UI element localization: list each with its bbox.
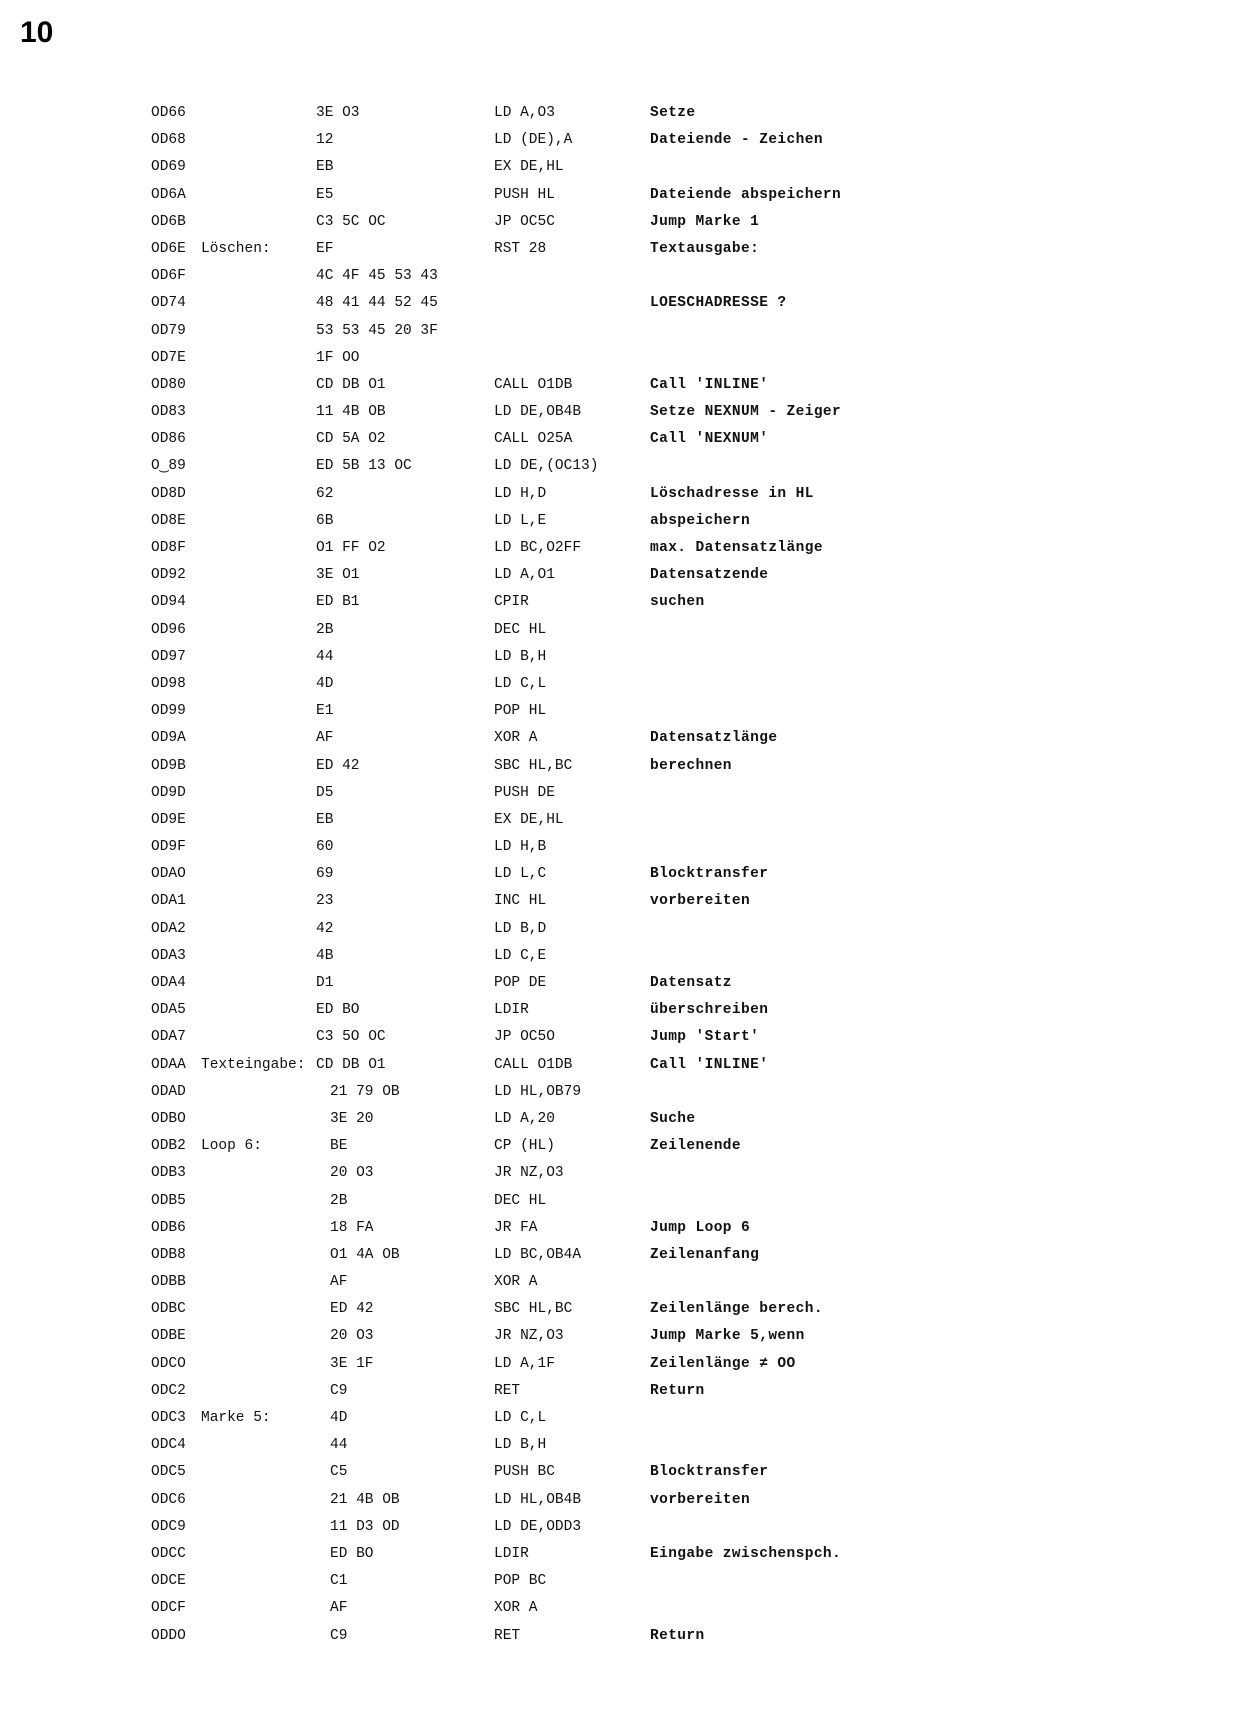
comment-cell: Return bbox=[650, 1627, 705, 1644]
comment-cell: Dateiende abspeichern bbox=[650, 186, 842, 203]
comment-cell: Zeilenlänge ≠ OO bbox=[650, 1355, 796, 1372]
comment-cell: Suche bbox=[650, 1110, 696, 1127]
mnemonic-cell: LD BC,O2FF bbox=[494, 540, 582, 556]
hex-code-cell: ED 5B 13 OC bbox=[316, 458, 412, 475]
hex-code-cell: AF bbox=[316, 730, 334, 747]
hex-code-cell: EB bbox=[316, 811, 334, 828]
hex-code-cell: O1 FF O2 bbox=[316, 540, 386, 556]
listing-row bbox=[0, 209, 1239, 236]
listing-row bbox=[0, 1351, 1239, 1378]
hex-code-cell: CD 5A O2 bbox=[316, 431, 386, 448]
mnemonic-cell: SBC HL,BC bbox=[494, 757, 573, 774]
hex-code-cell: 3E O1 bbox=[316, 567, 360, 584]
mnemonic-cell: LDIR bbox=[494, 1002, 529, 1019]
mnemonic-cell: RET bbox=[494, 1382, 521, 1399]
mnemonic-cell: POP DE bbox=[494, 975, 547, 991]
listing-row bbox=[0, 1378, 1239, 1405]
address-cell: ODA2 bbox=[151, 920, 186, 937]
mnemonic-cell: CALL O1DB bbox=[494, 376, 573, 393]
address-cell: OD8D bbox=[151, 485, 186, 502]
address-cell: ODC5 bbox=[151, 1464, 186, 1481]
hex-code-cell: 62 bbox=[316, 485, 334, 502]
listing-row bbox=[0, 589, 1239, 616]
listing-row bbox=[0, 1568, 1239, 1595]
address-cell: OD80 bbox=[151, 376, 186, 393]
hex-code-cell: 53 53 45 20 3F bbox=[316, 322, 438, 339]
listing-row bbox=[0, 1024, 1239, 1051]
comment-cell: überschreiben bbox=[650, 1002, 769, 1019]
mnemonic-cell: JP OC5C bbox=[494, 213, 555, 230]
listing-row bbox=[0, 970, 1239, 997]
hex-code-cell: C9 bbox=[330, 1382, 348, 1399]
mnemonic-cell: PUSH HL bbox=[494, 186, 555, 203]
listing-row bbox=[0, 1052, 1239, 1079]
hex-code-cell: D1 bbox=[316, 975, 334, 991]
address-cell: OD8E bbox=[151, 512, 186, 529]
listing-row bbox=[0, 1487, 1239, 1514]
listing-row bbox=[0, 888, 1239, 915]
address-cell: OD9B bbox=[151, 757, 186, 774]
listing-row bbox=[0, 807, 1239, 834]
listing-row bbox=[0, 372, 1239, 399]
listing-row bbox=[0, 1514, 1239, 1541]
mnemonic-cell: LD C,L bbox=[494, 1410, 547, 1426]
comment-cell: Dateiende - Zeichen bbox=[650, 132, 823, 149]
hex-code-cell: 4C 4F 45 53 43 bbox=[316, 268, 438, 285]
hex-code-cell: ED BO bbox=[330, 1545, 374, 1562]
comment-cell: vorbereiten bbox=[650, 1491, 751, 1508]
comment-cell: Return bbox=[650, 1382, 705, 1399]
address-cell: ODCE bbox=[151, 1573, 186, 1590]
mnemonic-cell: LD A,O3 bbox=[494, 105, 555, 121]
hex-code-cell: ED B1 bbox=[316, 594, 360, 611]
hex-code-cell: C9 bbox=[330, 1627, 348, 1644]
listing-row bbox=[0, 1623, 1239, 1650]
mnemonic-cell: PUSH BC bbox=[494, 1464, 555, 1481]
mnemonic-cell: LD B,H bbox=[494, 648, 547, 665]
mnemonic-cell: RET bbox=[494, 1627, 521, 1644]
mnemonic-cell: LD HL,OB4B bbox=[494, 1491, 582, 1508]
listing-row bbox=[0, 1133, 1239, 1160]
mnemonic-cell: LD BC,OB4A bbox=[494, 1246, 582, 1263]
listing-row bbox=[0, 318, 1239, 345]
hex-code-cell: O1 4A OB bbox=[330, 1246, 400, 1263]
listing-row bbox=[0, 780, 1239, 807]
comment-cell: Call 'NEXNUM' bbox=[650, 431, 769, 448]
address-cell: OD98 bbox=[151, 675, 186, 692]
mnemonic-cell: LD C,E bbox=[494, 947, 547, 964]
listing-row bbox=[0, 154, 1239, 181]
hex-code-cell: E1 bbox=[316, 703, 334, 720]
address-cell: ODBE bbox=[151, 1328, 186, 1345]
hex-code-cell: AF bbox=[330, 1274, 348, 1291]
mnemonic-cell: EX DE,HL bbox=[494, 811, 564, 828]
comment-cell: Eingabe zwischenspch. bbox=[650, 1545, 842, 1562]
label-cell: Löschen: bbox=[201, 240, 271, 257]
hex-code-cell: AF bbox=[330, 1600, 348, 1617]
label-cell: Marke 5: bbox=[201, 1410, 271, 1426]
listing-row bbox=[0, 834, 1239, 861]
comment-cell: Löschadresse in HL bbox=[650, 485, 814, 502]
comment-cell: Call 'INLINE' bbox=[650, 1056, 769, 1073]
hex-code-cell: 69 bbox=[316, 866, 334, 883]
comment-cell: max. Datensatzlänge bbox=[650, 540, 823, 556]
mnemonic-cell: LD HL,OB79 bbox=[494, 1083, 582, 1100]
listing-row bbox=[0, 535, 1239, 562]
hex-code-cell: C5 bbox=[330, 1464, 348, 1481]
address-cell: OD79 bbox=[151, 322, 186, 339]
mnemonic-cell: LD L,E bbox=[494, 512, 547, 529]
hex-code-cell: 20 O3 bbox=[330, 1165, 374, 1182]
comment-cell: berechnen bbox=[650, 757, 732, 774]
address-cell: OD94 bbox=[151, 594, 186, 611]
hex-code-cell: 4D bbox=[330, 1410, 348, 1426]
address-cell: OD96 bbox=[151, 621, 186, 638]
address-cell: OD8F bbox=[151, 540, 186, 556]
comment-cell: abspeichern bbox=[650, 512, 751, 529]
hex-code-cell: 42 bbox=[316, 920, 334, 937]
mnemonic-cell: LD (DE),A bbox=[494, 132, 573, 149]
hex-code-cell: C3 5O OC bbox=[316, 1029, 386, 1046]
listing-row bbox=[0, 1242, 1239, 1269]
hex-code-cell: 3E O3 bbox=[316, 105, 360, 121]
comment-cell: Blocktransfer bbox=[650, 866, 769, 883]
hex-code-cell: ED 42 bbox=[316, 757, 360, 774]
listing-row bbox=[0, 753, 1239, 780]
hex-code-cell: ED 42 bbox=[330, 1301, 374, 1318]
hex-code-cell: 4B bbox=[316, 947, 334, 964]
address-cell: ODB2 bbox=[151, 1138, 186, 1155]
listing-row bbox=[0, 426, 1239, 453]
comment-cell: Datensatz bbox=[650, 975, 732, 991]
mnemonic-cell: POP BC bbox=[494, 1573, 547, 1590]
mnemonic-cell: JR NZ,O3 bbox=[494, 1328, 564, 1345]
listing-row bbox=[0, 236, 1239, 263]
mnemonic-cell: RST 28 bbox=[494, 240, 547, 257]
comment-cell: Textausgabe: bbox=[650, 240, 760, 257]
listing-row bbox=[0, 290, 1239, 317]
hex-code-cell: 44 bbox=[316, 648, 334, 665]
hex-code-cell: C1 bbox=[330, 1573, 348, 1590]
listing-row bbox=[0, 671, 1239, 698]
listing-row bbox=[0, 399, 1239, 426]
address-cell: ODB6 bbox=[151, 1219, 186, 1236]
address-cell: OD92 bbox=[151, 567, 186, 584]
hex-code-cell: 20 O3 bbox=[330, 1328, 374, 1345]
hex-code-cell: CD DB O1 bbox=[316, 376, 386, 393]
address-cell: ODCO bbox=[151, 1355, 186, 1372]
mnemonic-cell: JR FA bbox=[494, 1219, 538, 1236]
hex-code-cell: 12 bbox=[316, 132, 334, 149]
mnemonic-cell: LD DE,OB4B bbox=[494, 404, 582, 421]
address-cell: OD99 bbox=[151, 703, 186, 720]
hex-code-cell: 2B bbox=[316, 621, 334, 638]
mnemonic-cell: LD L,C bbox=[494, 866, 547, 883]
listing-row bbox=[0, 127, 1239, 154]
comment-cell: Jump Marke 1 bbox=[650, 213, 760, 230]
listing-row bbox=[0, 263, 1239, 290]
address-cell: OD6A bbox=[151, 186, 186, 203]
address-cell: ODC3 bbox=[151, 1410, 186, 1426]
hex-code-cell: ED BO bbox=[316, 1002, 360, 1019]
listing-row bbox=[0, 644, 1239, 671]
address-cell: ODCF bbox=[151, 1600, 186, 1617]
address-cell: OD97 bbox=[151, 648, 186, 665]
mnemonic-cell: DEC HL bbox=[494, 621, 547, 638]
hex-code-cell: 11 D3 OD bbox=[330, 1518, 400, 1535]
mnemonic-cell: LD DE,(OC13) bbox=[494, 458, 599, 475]
address-cell: OD7E bbox=[151, 349, 186, 366]
listing-row bbox=[0, 1323, 1239, 1350]
label-cell: Texteingabe: bbox=[201, 1056, 306, 1073]
comment-cell: vorbereiten bbox=[650, 893, 751, 910]
hex-code-cell: E5 bbox=[316, 186, 334, 203]
hex-code-cell: 6B bbox=[316, 512, 334, 529]
hex-code-cell: 11 4B OB bbox=[316, 404, 386, 421]
address-cell: ODAO bbox=[151, 866, 186, 883]
mnemonic-cell: JP OC5O bbox=[494, 1029, 555, 1046]
listing-row bbox=[0, 453, 1239, 480]
address-cell: ODBC bbox=[151, 1301, 186, 1318]
listing-row bbox=[0, 943, 1239, 970]
mnemonic-cell: EX DE,HL bbox=[494, 159, 564, 176]
address-cell: ODA5 bbox=[151, 1002, 186, 1019]
listing-row bbox=[0, 1160, 1239, 1187]
address-cell: ODC9 bbox=[151, 1518, 186, 1535]
comment-cell: suchen bbox=[650, 594, 705, 611]
comment-cell: Setze bbox=[650, 105, 696, 121]
comment-cell: LOESCHADRESSE ? bbox=[650, 295, 787, 312]
listing-row bbox=[0, 1269, 1239, 1296]
listing-row bbox=[0, 1459, 1239, 1486]
hex-code-cell: C3 5C OC bbox=[316, 213, 386, 230]
comment-cell: Datensatzlänge bbox=[650, 730, 778, 747]
address-cell: OD6F bbox=[151, 268, 186, 285]
listing-row bbox=[0, 1106, 1239, 1133]
address-cell: ODA3 bbox=[151, 947, 186, 964]
address-cell: OD9F bbox=[151, 839, 186, 856]
mnemonic-cell: CPIR bbox=[494, 594, 529, 611]
listing-row bbox=[0, 1188, 1239, 1215]
comment-cell: Call 'INLINE' bbox=[650, 376, 769, 393]
comment-cell: Datensatzende bbox=[650, 567, 769, 584]
mnemonic-cell: LD C,L bbox=[494, 675, 547, 692]
address-cell: ODBB bbox=[151, 1274, 186, 1291]
mnemonic-cell: XOR A bbox=[494, 1600, 538, 1617]
hex-code-cell: 48 41 44 52 45 bbox=[316, 295, 438, 312]
comment-cell: Jump Marke 5,wenn bbox=[650, 1328, 805, 1345]
label-cell: Loop 6: bbox=[201, 1138, 262, 1155]
hex-code-cell: 21 4B OB bbox=[330, 1491, 400, 1508]
address-cell: O‿89 bbox=[151, 458, 186, 475]
address-cell: OD66 bbox=[151, 105, 186, 121]
mnemonic-cell: JR NZ,O3 bbox=[494, 1165, 564, 1182]
listing-row bbox=[0, 1595, 1239, 1622]
mnemonic-cell: LD B,H bbox=[494, 1437, 547, 1454]
mnemonic-cell: XOR A bbox=[494, 1274, 538, 1291]
listing-row bbox=[0, 481, 1239, 508]
mnemonic-cell: LD B,D bbox=[494, 920, 547, 937]
address-cell: OD68 bbox=[151, 132, 186, 149]
address-cell: OD6E bbox=[151, 240, 186, 257]
listing-row bbox=[0, 1541, 1239, 1568]
listing-row bbox=[0, 698, 1239, 725]
hex-code-cell: EB bbox=[316, 159, 334, 176]
address-cell: OD69 bbox=[151, 159, 186, 176]
address-cell: ODCC bbox=[151, 1545, 186, 1562]
address-cell: ODB5 bbox=[151, 1192, 186, 1209]
listing-row bbox=[0, 997, 1239, 1024]
listing-row bbox=[0, 1405, 1239, 1432]
address-cell: ODBO bbox=[151, 1110, 186, 1127]
assembly-listing bbox=[0, 100, 1239, 1650]
address-cell: OD9A bbox=[151, 730, 186, 747]
listing-row bbox=[0, 1432, 1239, 1459]
hex-code-cell: BE bbox=[330, 1138, 348, 1155]
address-cell: ODAA bbox=[151, 1056, 186, 1073]
hex-code-cell: 60 bbox=[316, 839, 334, 856]
mnemonic-cell: DEC HL bbox=[494, 1192, 547, 1209]
mnemonic-cell: SBC HL,BC bbox=[494, 1301, 573, 1318]
address-cell: OD9E bbox=[151, 811, 186, 828]
mnemonic-cell: INC HL bbox=[494, 893, 547, 910]
address-cell: ODC4 bbox=[151, 1437, 186, 1454]
hex-code-cell: 21 79 OB bbox=[330, 1083, 400, 1100]
page-number: 10 bbox=[20, 16, 54, 49]
comment-cell: Zeilenanfang bbox=[650, 1246, 760, 1263]
comment-cell: Blocktransfer bbox=[650, 1464, 769, 1481]
hex-code-cell: 3E 20 bbox=[330, 1110, 374, 1127]
address-cell: OD6B bbox=[151, 213, 186, 230]
listing-row bbox=[0, 725, 1239, 752]
hex-code-cell: EF bbox=[316, 240, 334, 257]
address-cell: ODAD bbox=[151, 1083, 186, 1100]
listing-row bbox=[0, 562, 1239, 589]
comment-cell: Jump Loop 6 bbox=[650, 1219, 751, 1236]
comment-cell: Setze NEXNUM - Zeiger bbox=[650, 404, 842, 421]
address-cell: ODA7 bbox=[151, 1029, 186, 1046]
address-cell: OD83 bbox=[151, 404, 186, 421]
mnemonic-cell: CP (HL) bbox=[494, 1138, 555, 1155]
hex-code-cell: 4D bbox=[316, 675, 334, 692]
mnemonic-cell: XOR A bbox=[494, 730, 538, 747]
mnemonic-cell: LD DE,ODD3 bbox=[494, 1518, 582, 1535]
address-cell: ODB3 bbox=[151, 1165, 186, 1182]
listing-row bbox=[0, 617, 1239, 644]
mnemonic-cell: PUSH DE bbox=[494, 784, 555, 801]
mnemonic-cell: CALL O1DB bbox=[494, 1056, 573, 1073]
comment-cell: Zeilenlänge berech. bbox=[650, 1301, 823, 1318]
listing-row bbox=[0, 1079, 1239, 1106]
listing-row bbox=[0, 916, 1239, 943]
hex-code-cell: 3E 1F bbox=[330, 1355, 374, 1372]
mnemonic-cell: LD A,1F bbox=[494, 1355, 555, 1372]
address-cell: OD86 bbox=[151, 431, 186, 448]
listing-row bbox=[0, 182, 1239, 209]
address-cell: OD9D bbox=[151, 784, 186, 801]
mnemonic-cell: LD H,B bbox=[494, 839, 547, 856]
hex-code-cell: D5 bbox=[316, 784, 334, 801]
hex-code-cell: 2B bbox=[330, 1192, 348, 1209]
hex-code-cell: CD DB O1 bbox=[316, 1056, 386, 1073]
hex-code-cell: 18 FA bbox=[330, 1219, 374, 1236]
hex-code-cell: 44 bbox=[330, 1437, 348, 1454]
listing-row bbox=[0, 861, 1239, 888]
hex-code-cell: 1F OO bbox=[316, 349, 360, 366]
mnemonic-cell: LD A,20 bbox=[494, 1110, 555, 1127]
address-cell: ODA4 bbox=[151, 975, 186, 991]
listing-row bbox=[0, 345, 1239, 372]
mnemonic-cell: CALL O25A bbox=[494, 431, 573, 448]
address-cell: OD74 bbox=[151, 295, 186, 312]
address-cell: ODB8 bbox=[151, 1246, 186, 1263]
comment-cell: Zeilenende bbox=[650, 1138, 742, 1155]
address-cell: ODA1 bbox=[151, 893, 186, 910]
listing-row bbox=[0, 508, 1239, 535]
comment-cell: Jump 'Start' bbox=[650, 1029, 760, 1046]
listing-row bbox=[0, 100, 1239, 127]
mnemonic-cell: LD A,O1 bbox=[494, 567, 555, 584]
mnemonic-cell: POP HL bbox=[494, 703, 547, 720]
address-cell: ODDO bbox=[151, 1627, 186, 1644]
mnemonic-cell: LDIR bbox=[494, 1545, 529, 1562]
listing-row bbox=[0, 1215, 1239, 1242]
address-cell: ODC2 bbox=[151, 1382, 186, 1399]
mnemonic-cell: LD H,D bbox=[494, 485, 547, 502]
address-cell: ODC6 bbox=[151, 1491, 186, 1508]
hex-code-cell: 23 bbox=[316, 893, 334, 910]
listing-row bbox=[0, 1296, 1239, 1323]
